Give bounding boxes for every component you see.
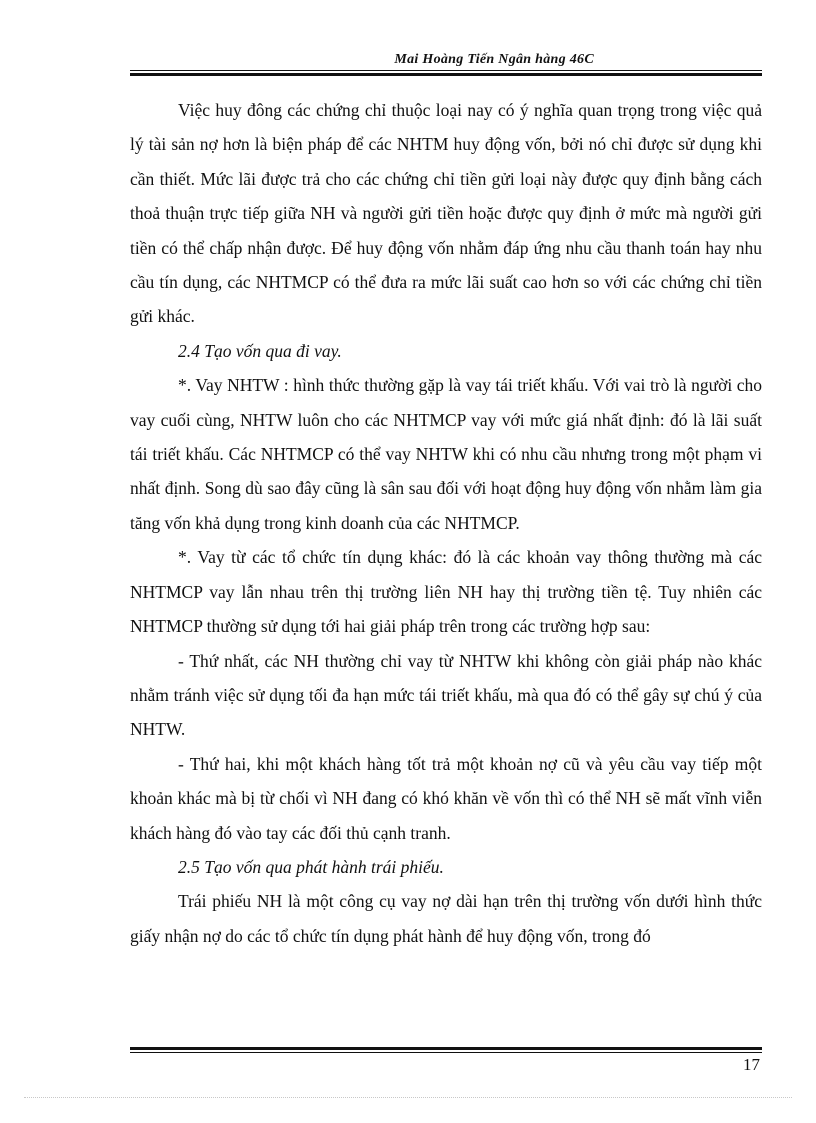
header-rule-thick <box>130 73 762 76</box>
running-header <box>130 50 762 68</box>
paragraph-thu-nhat: - Thứ nhất, các NH thường chỉ vay từ NHTW khi không còn giải pháp nào khác nhằm tránh việc sử dụng tối đa hạn mức tái triết khấu, mà qua đó có thể gây sự chú ý của NHTW. <box>130 650 762 740</box>
footer-rule-thin <box>130 1052 762 1053</box>
footer-rule-thick <box>130 1047 762 1050</box>
body-text <box>130 93 762 953</box>
page-edge-divider <box>24 1097 792 1098</box>
section-heading-2-4: 2.4 Tạo vốn qua đi vay. <box>178 340 342 361</box>
paragraph-trai-phieu: Trái phiếu NH là một công cụ vay nợ dài hạn trên thị trường vốn dưới hình thức giấy nhận nợ do các tổ chức tín dụng phát hành để huy động vốn, trong đó <box>130 891 762 946</box>
page-number: 17 <box>743 1055 760 1074</box>
section-heading-2-5: 2.5 Tạo vốn qua phát hành trái phiếu. <box>178 856 444 877</box>
paragraph-1: Việc huy đông các chứng chỉ thuộc loại nay có ý nghĩa quan trọng trong việc quả lý tài sản nợ hơn là biện pháp để các NHTM huy động vốn, bởi nó chỉ được sử dụng khi cần thiết. Mức lãi được trả cho các chứng chỉ tiền gửi loại này được quy định bằng cách thoả thuận trực tiếp giữa NH và người gửi tiền hoặc được quy định ở mức mà người gửi tiền có thể chấp nhận được. Để huy động vốn nhằm đáp ứng nhu cầu thanh toán hay nhu cầu tín dụng, các NHTMCP có thể đưa ra mức lãi suất cao hơn so với các chứng chỉ tiền gửi khác. <box>130 100 762 327</box>
paragraph-vay-nhtw: *. Vay NHTW : hình thức thường gặp là vay tái triết khấu. Với vai trò là người cho vay cuối cùng, NHTW luôn cho các NHTMCP vay với mức giá nhất định: đó là lãi suất tái triết khấu. Các NHTMCP có thể vay NHTW khi có nhu cầu nhưng trong một phạm vi nhất định. Song dù sao đây cũng là sân sau đối với hoạt động huy động vốn nhằm làm gia tăng vốn khả dụng trong kinh doanh của các NHTMCP. <box>130 375 762 533</box>
paragraph-thu-hai: - Thứ hai, khi một khách hàng tốt trả một khoản nợ cũ và yêu cầu vay tiếp một khoản khác mà bị từ chối vì NH đang có khó khăn về vốn thì có thể NH sẽ mất vĩnh viễn khách hàng đó vào tay các đối thủ cạnh tranh. <box>130 753 762 843</box>
header-title: Mai Hoàng Tiến Ngân hàng 46C <box>394 52 594 67</box>
paragraph-vay-tctd: *. Vay từ các tổ chức tín dụng khác: đó là các khoản vay thông thường mà các NHTMCP vay lẫn nhau trên thị trường liên NH hay thị trường tiền tệ. Tuy nhiên các NHTMCP thường sử dụng tới hai giải pháp trên trong các trường hợp sau: <box>130 547 762 637</box>
header-rule-thin <box>130 70 762 71</box>
